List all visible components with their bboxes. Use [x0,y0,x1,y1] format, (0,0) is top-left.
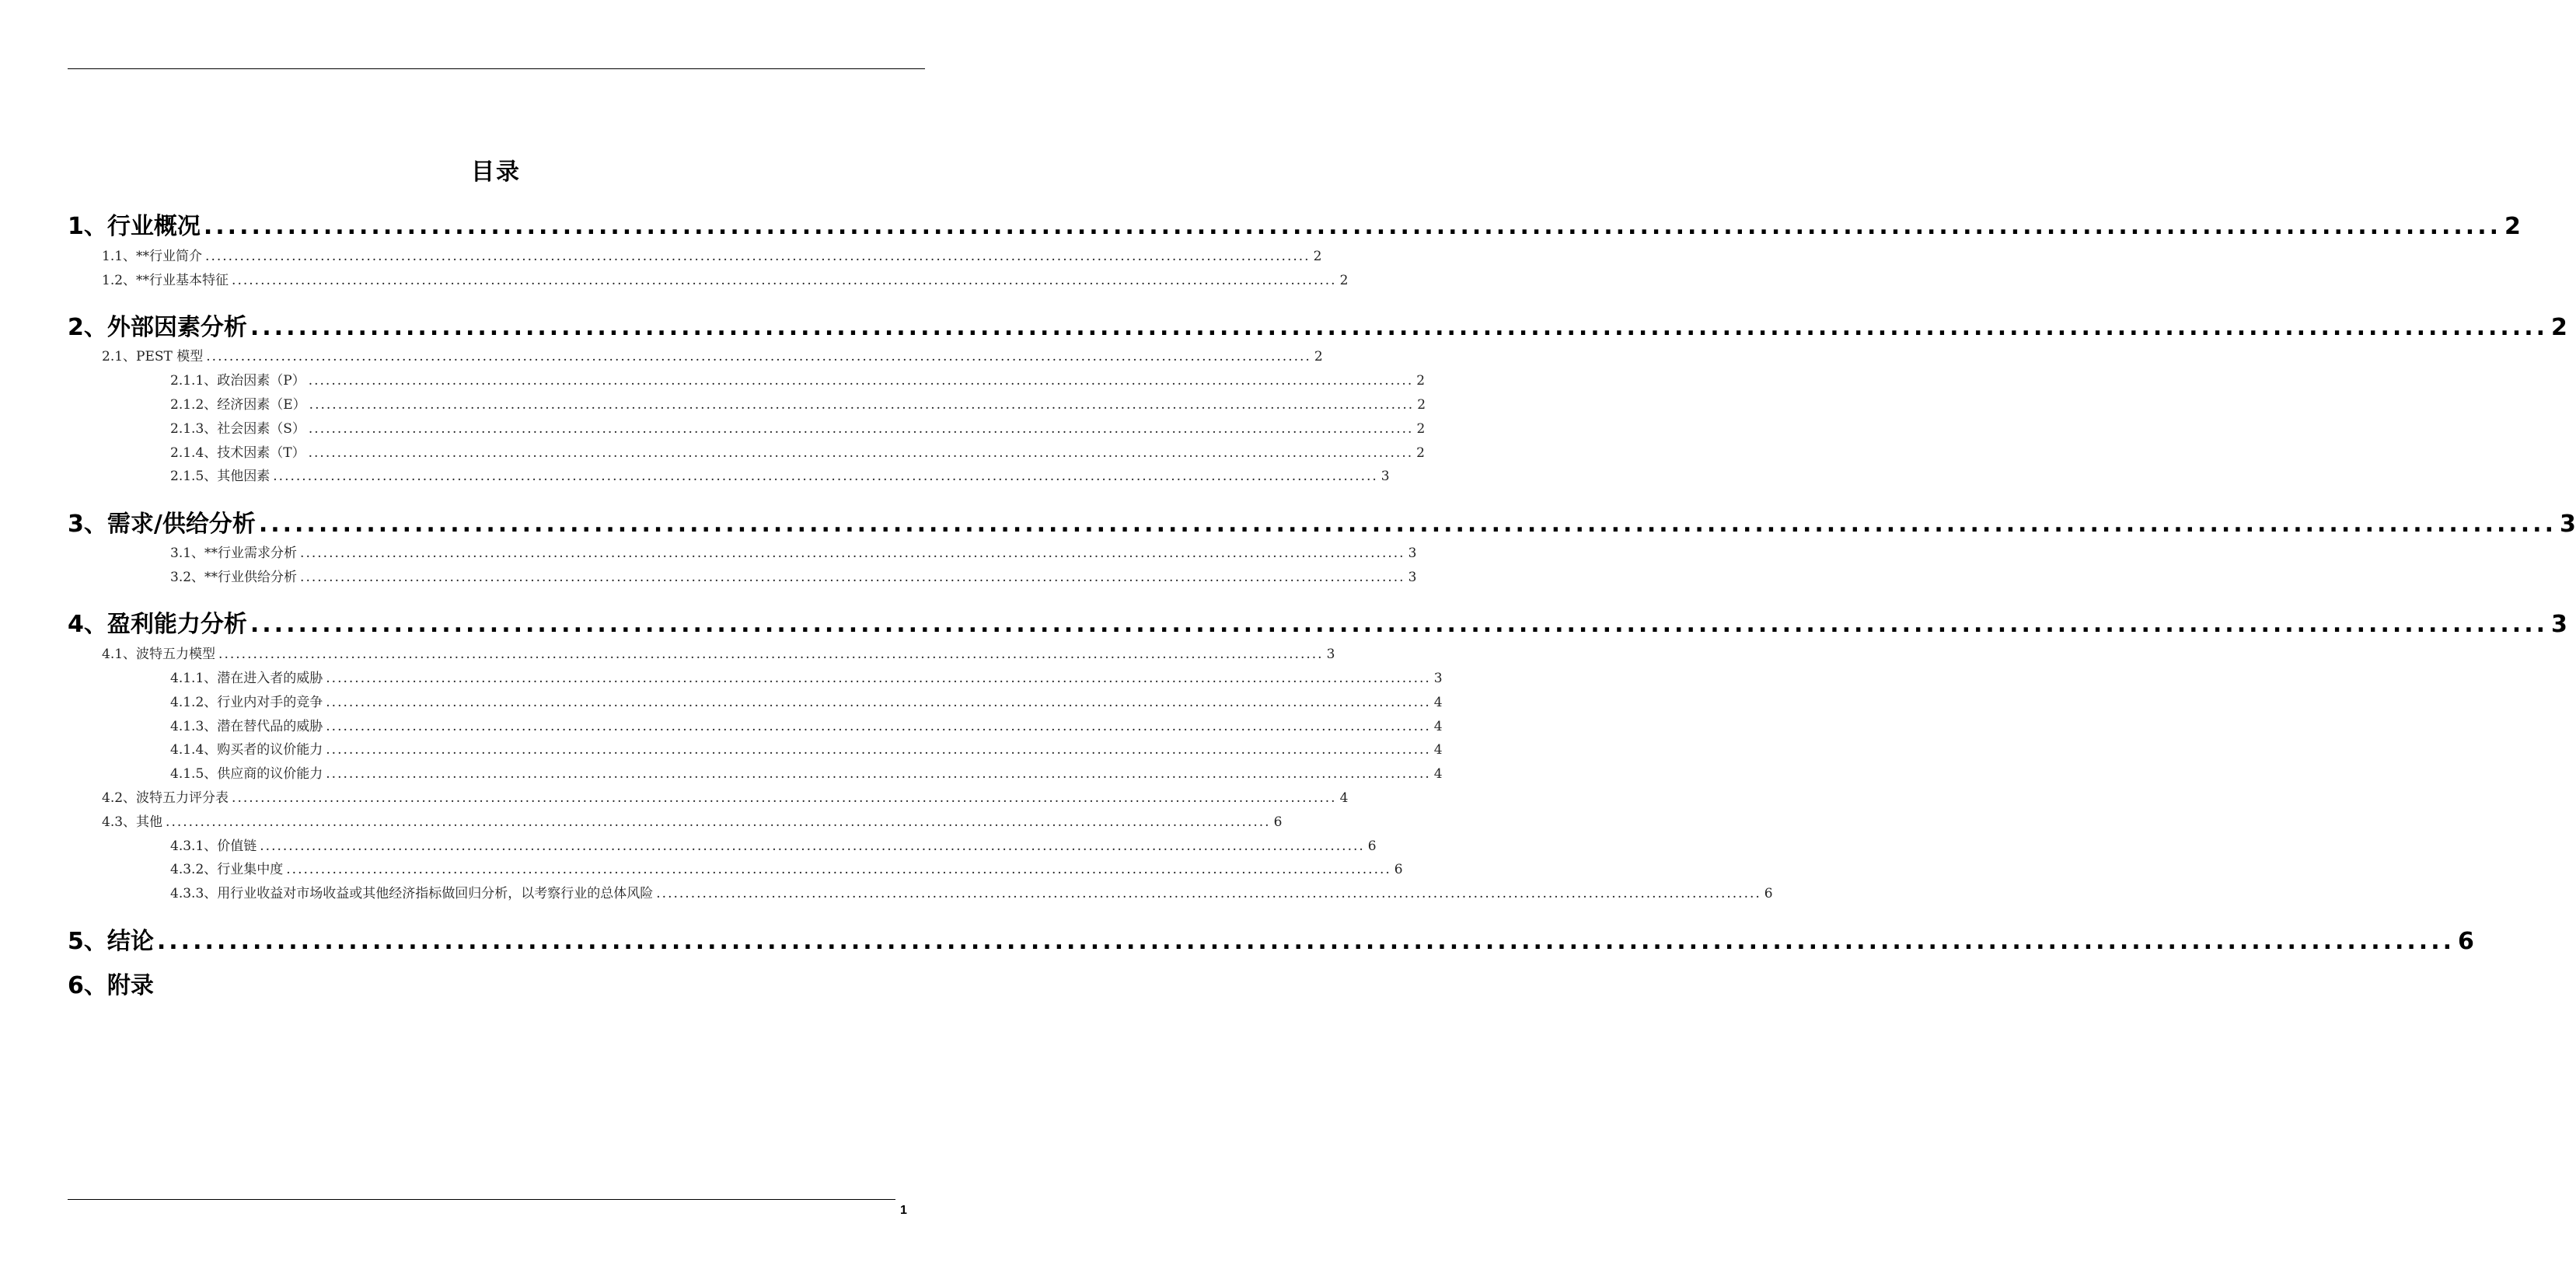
toc-entry-page: 6 [2458,928,2474,955]
toc-entry-text: 4.2、波特五力评分表 [102,790,229,806]
toc-leader: ................................................................................................................................................................................................ [232,273,1337,288]
toc-entry-page: 4 [1433,766,1443,782]
toc-entry-page: 3 [1408,546,1417,561]
toc-entry[interactable] [68,207,2521,240]
toc-leader: ................................................................................................................................................................................................ [258,511,2557,538]
toc-leader: ................................................................................................................................................................................................ [308,445,1414,461]
toc-entry[interactable] [170,417,1426,437]
toc-entry-text: 2.1.5、其他因素 [170,469,271,484]
toc-entry[interactable] [170,858,1403,877]
toc-entry-page: 2 [1416,445,1425,461]
toc-entry-page: 2 [1313,249,1322,264]
toc-entry-text: 4.3.2、行业集中度 [170,862,284,877]
toc-entry-text: 2、外部因素分析 [68,314,247,341]
toc-entry-text: 4.1.4、购买者的议价能力 [170,742,323,758]
toc-entry[interactable] [102,811,1283,830]
toc-entry-page: 3 [1408,570,1417,585]
toc-leader: ................................................................................................................................................................................................ [232,790,1337,806]
toc-entry-page: 4 [1433,719,1443,734]
toc-leader: ................................................................................................................................................................................................ [250,611,2548,638]
toc-entry-page: 6 [1394,862,1403,877]
toc-leader: ................................................................................................................................................................................................ [326,671,1431,686]
toc-leader: ................................................................................................................................................................................................ [300,570,1405,585]
toc-entry-text: 5、结论 [68,928,154,955]
toc-entry-text: 1.2、**行业基本特征 [102,273,229,288]
toc-leader: ................................................................................................................................................................................................ [300,546,1405,561]
toc-leader: ................................................................................................................................................................................................ [286,862,1391,877]
toc-entry-page: 3 [1433,671,1443,686]
page-number: 1 [900,1204,907,1217]
toc-entry-text: 2.1.2、经济因素（E） [170,397,306,413]
toc-entry-text: 4.1.3、潜在替代品的威胁 [170,719,323,734]
toc-entry[interactable] [170,566,1417,585]
toc-leader: ................................................................................................................................................................................................ [250,314,2548,341]
toc-entry[interactable] [170,542,1417,561]
toc-leader: ................................................................................................................................................................................................ [656,886,1761,901]
toc-leader: ................................................................................................................................................................................................ [156,928,2455,955]
toc-entry[interactable] [102,245,1322,264]
toc-entry-page: 6 [1367,838,1377,854]
toc-entry[interactable] [170,441,1425,461]
toc-entry-page: 3 [2551,611,2567,638]
toc-entry-page: 2 [2504,213,2521,240]
toc-entry-text: 3.2、**行业供给分析 [170,570,298,585]
toc-entry-text: 3.1、**行业需求分析 [170,546,298,561]
toc-entry[interactable] [68,922,2474,955]
toc-entry[interactable] [68,966,923,997]
toc-leader: ................................................................................................................................................................................................ [326,695,1431,710]
toc-entry[interactable] [170,762,1443,782]
toc-entry-text: 6、附录 [68,972,154,999]
toc-entry[interactable] [170,691,1443,710]
toc-leader: ................................................................................................................................................................................................ [309,397,1415,413]
toc-entry-text: 3、需求/供给分析 [68,511,256,538]
toc-entry-text: 2.1.4、技术因素（T） [170,445,305,461]
toc-entry[interactable] [102,345,1323,364]
toc-entry-text: 4.3.3、用行业收益对市场收益或其他经济指标做回归分析，以考察行业的总体风险 [170,886,654,901]
toc-leader: ................................................................................................................................................................................................ [308,373,1414,389]
toc-entry-page: 2 [2551,314,2567,341]
toc-leader: ................................................................................................................................................................................................ [166,814,1271,830]
toc-entry-page: 2 [1314,349,1323,364]
toc-entry-page: 4 [1433,742,1443,758]
toc-entry-page: 3 [2559,511,2576,538]
toc-entry-text: 2.1.1、政治因素（P） [170,373,305,389]
toc-leader: ................................................................................................................................................................................................ [260,838,1365,854]
toc-entry-text: 4.1.1、潜在进入者的威胁 [170,671,323,686]
toc-entry-page: 6 [1273,814,1283,830]
toc-entry-text: 2.1.3、社会因素（S） [170,421,305,437]
toc-entry[interactable] [170,667,1443,686]
toc-entry-page: 4 [1433,695,1443,710]
toc-leader: ................................................................................................................................................................................................ [308,421,1414,437]
toc-entry[interactable] [68,308,2567,341]
toc-leader: ................................................................................................................................................................................................ [205,249,1311,264]
toc-leader: ................................................................................................................................................................................................ [273,469,1378,484]
toc-entry-text: 4.1.5、供应商的议价能力 [170,766,323,782]
toc-entry-text: 4.1.2、行业内对手的竞争 [170,695,323,710]
toc-entry-text: 4.1、波特五力模型 [102,647,216,662]
toc-title: 目录 [471,159,521,186]
toc-entry[interactable] [102,269,1349,288]
toc-entry[interactable] [170,369,1426,389]
toc-entry[interactable] [170,715,1443,734]
toc-leader: ................................................................................................................................................................................................ [218,647,1324,662]
toc-entry-page: 3 [1380,469,1390,484]
toc-leader: ................................................................................................................................................................................................ [326,766,1431,782]
toc-leader: ................................................................................................................................................................................................ [326,742,1431,758]
toc-leader: ................................................................................................................................................................................................ [203,213,2501,240]
toc-entry-text: 4、盈利能力分析 [68,611,247,638]
header-rule [68,68,925,69]
toc-entry-page: 2 [1416,421,1426,437]
toc-entry[interactable] [68,504,2576,538]
toc-entry-text: 1.1、**行业简介 [102,249,203,264]
toc-entry[interactable] [170,882,1773,901]
toc-entry-page: 6 [1764,886,1773,901]
toc-entry[interactable] [102,643,1335,662]
toc-entry-page: 4 [1339,790,1349,806]
toc-entry-text: 2.1、PEST 模型 [102,349,204,364]
toc-entry-page: 2 [1417,397,1426,413]
toc-entry-page: 3 [1326,647,1335,662]
toc-entry-text: 4.3、其他 [102,814,163,830]
toc-entry-page: 2 [1416,373,1426,389]
toc-entry[interactable] [102,786,1349,806]
toc-entry-text: 1、行业概况 [68,213,201,240]
toc-entry-page: 2 [1339,273,1349,288]
toc-leader: ................................................................................................................................................................................................ [326,719,1431,734]
toc-entry[interactable] [170,393,1426,413]
toc-entry[interactable] [68,605,2567,638]
toc-entry[interactable] [170,738,1443,758]
footer-rule [68,1199,895,1200]
toc-entry[interactable] [170,465,1390,484]
toc-entry[interactable] [170,835,1377,854]
toc-entry-text: 4.3.1、价值链 [170,838,257,854]
toc-leader: ................................................................................................................................................................................................ [206,349,1311,364]
